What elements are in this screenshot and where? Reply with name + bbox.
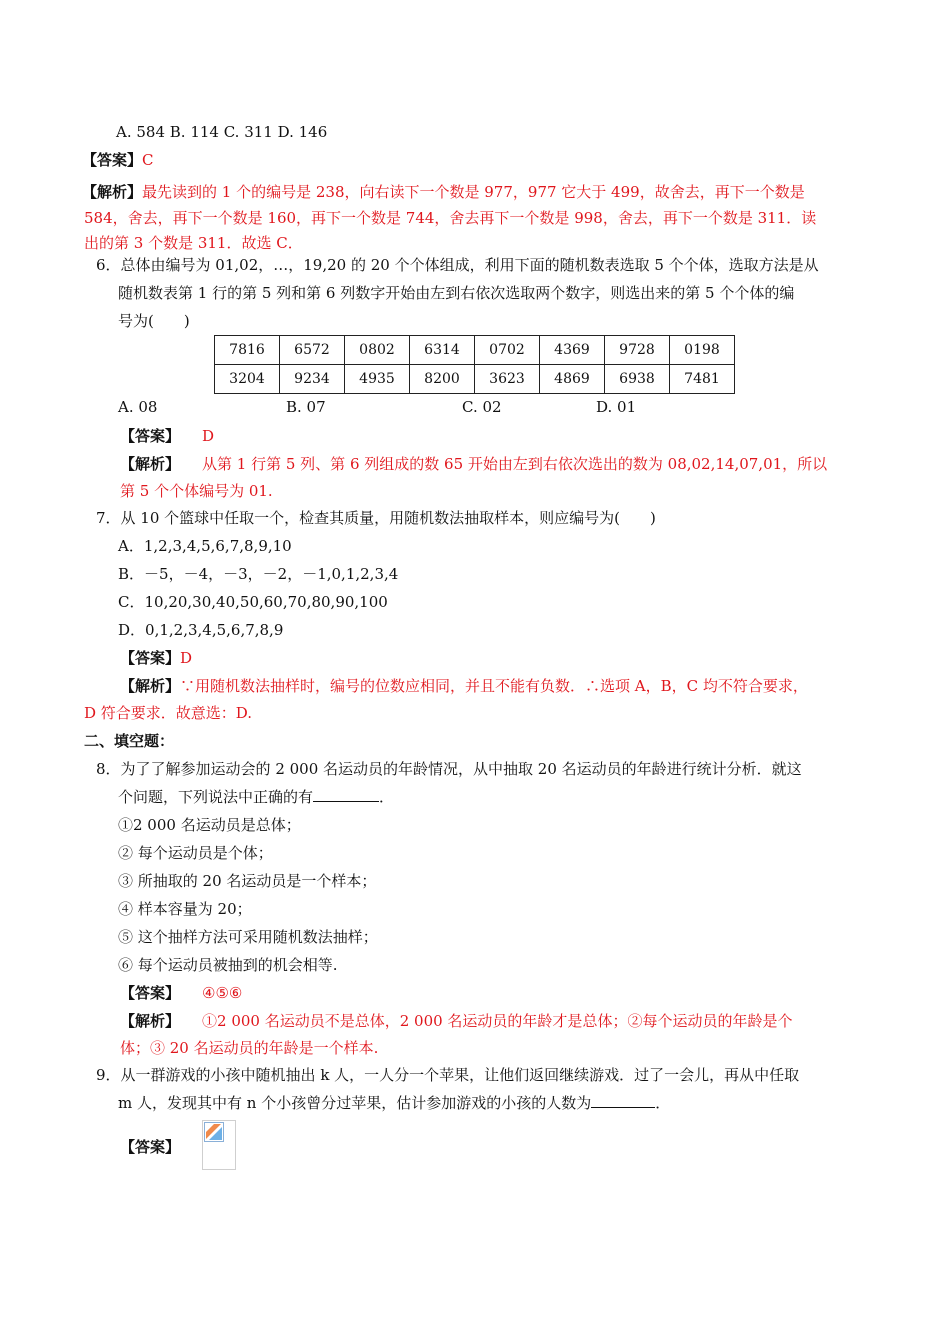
q5-analysis-label: 【解析】	[82, 183, 143, 201]
q6-stem-line: 随机数表第 1 行的第 5 列和第 6 列数字开始由左到右依次选取两个数字，则选出来的第 5 个个体的编	[118, 284, 795, 302]
table-cell: 4935	[345, 365, 410, 394]
q5-answer-row	[82, 150, 154, 170]
q8-answer-row	[120, 983, 242, 1003]
q8-item: ⑤ 这个抽样方法可采用随机数法抽样；	[118, 928, 378, 946]
q6-option-b: B. 07	[286, 398, 326, 416]
q8-analysis-row	[120, 1011, 792, 1031]
q8-answer: ④⑤⑥	[202, 984, 243, 1002]
table-cell: 3623	[475, 365, 540, 394]
table-cell: 9234	[280, 365, 345, 394]
q8-analysis-line: 体；③ 20 名运动员的年龄是一个样本.	[120, 1039, 379, 1057]
table-cell: 9728	[605, 336, 670, 365]
q5-answer: C	[142, 151, 154, 169]
q9-stem-line: m 人，发现其中有 n 个小孩曾分过苹果，估计参加游戏的小孩的人数为	[118, 1094, 592, 1112]
table-cell: 6314	[410, 336, 475, 365]
q8-item: ③ 所抽取的 20 名运动员是一个样本；	[118, 872, 377, 890]
q7-option-a: A．1,2,3,4,5,6,7,8,9,10	[118, 537, 292, 555]
q7-analysis-row	[120, 676, 808, 696]
q6-stem-line: 6．总体由编号为 01,02，…，19,20 的 20 个个体组成，利用下面的随机数表选取 5 个个体，选取方法是从	[96, 256, 819, 274]
q7-option-d: D．0,1,2,3,4,5,6,7,8,9	[118, 621, 284, 639]
table-cell: 4369	[540, 336, 605, 365]
q8-analysis-label: 【解析】	[120, 1012, 181, 1030]
table-cell: 8200	[410, 365, 475, 394]
q8-answer-label: 【答案】	[120, 984, 181, 1002]
q6-analysis-row	[120, 454, 827, 474]
table-cell: 0802	[345, 336, 410, 365]
q5-analysis-line: 最先读到的 1 个的编号是 238，向右读下一个数是 977，977 它大于 499，故舍去，再下一个数是	[142, 183, 805, 201]
q7-stem: 7．从 10 个篮球中任取一个，检查其质量，用随机数法抽取样本，则应编号为( )	[96, 509, 656, 527]
answer-blank	[313, 787, 379, 802]
q6-analysis-line: 从第 1 行第 5 列、第 6 列组成的数 65 开始由左到右依次选出的数为 08,02,14,07,01，所以	[202, 455, 828, 473]
table-cell: 7816	[215, 336, 280, 365]
q8-stem-line: 个问题，下列说法中正确的有	[118, 788, 314, 806]
q7-analysis-label: 【解析】	[120, 677, 181, 695]
q9-stem-row	[118, 1093, 670, 1113]
q6-option-c: C. 02	[462, 398, 502, 416]
q5-analysis-line: 584，舍去，再下一个数是 160，再下一个数是 744，舍去再下一个数是 998，舍去，再下一个数是 311．读	[84, 209, 817, 227]
q8-item: ①2 000 名运动员是总体；	[118, 816, 301, 834]
table-cell: 0702	[475, 336, 540, 365]
q9-stem-end: ．	[655, 1094, 671, 1112]
q6-analysis-label: 【解析】	[120, 455, 181, 473]
table-cell: 0198	[670, 336, 735, 365]
q5-options: A. 584 B. 114 C. 311 D. 146	[116, 123, 328, 141]
q6-stem-line: 号为( )	[118, 312, 190, 330]
q9-answer-label: 【答案】	[120, 1138, 181, 1156]
q9-stem-line: 9．从一群游戏的小孩中随机抽出 k 人，一人分一个苹果，让他们返回继续游戏．过了一会儿，再从中任取	[96, 1066, 800, 1084]
q8-stem-line: 8．为了了解参加运动会的 2 000 名运动员的年龄情况，从中抽取 20 名运动员的年龄进行统计分析．就这	[96, 760, 802, 778]
q8-stem-end: ．	[379, 788, 395, 806]
q8-item: ⑥ 每个运动员被抽到的机会相等.	[118, 956, 338, 974]
table-cell: 7481	[670, 365, 735, 394]
q8-item: ④ 样本容量为 20；	[118, 900, 252, 918]
q6-option-d: D. 01	[596, 398, 637, 416]
table-cell: 6938	[605, 365, 670, 394]
q6-answer-label: 【答案】	[120, 427, 181, 445]
q7-answer: D	[180, 649, 193, 667]
table-cell: 6572	[280, 336, 345, 365]
section-heading: 二、填空题：	[84, 732, 175, 750]
table-cell: 3204	[215, 365, 280, 394]
q7-answer-label: 【答案】	[120, 649, 181, 667]
random-number-table	[214, 335, 735, 394]
q5-analysis-row	[82, 182, 805, 202]
q5-answer-label: 【答案】	[82, 151, 143, 169]
q8-analysis-line: ①2 000 名运动员不是总体，2 000 名运动员的年龄才是总体；②每个运动员的年龄是个	[202, 1012, 793, 1030]
q7-answer-row	[120, 648, 192, 668]
q7-analysis-line: ∵用随机数法抽样时，编号的位数应相同，并且不能有负数．∴选项 A，B，C 均不符合要求，	[180, 677, 808, 695]
table-row	[215, 365, 735, 394]
q6-answer: D	[202, 427, 215, 445]
answer-blank	[591, 1093, 655, 1108]
q8-item: ② 每个运动员是个体；	[118, 844, 273, 862]
q6-answer-row	[120, 426, 214, 446]
broken-image-icon	[202, 1120, 236, 1170]
q6-analysis-line: 第 5 个个体编号为 01.	[120, 482, 273, 500]
q7-option-b: B．－5，－4，－3，－2，－1,0,1,2,3,4	[118, 565, 399, 583]
table-cell: 4869	[540, 365, 605, 394]
q7-option-c: C．10,20,30,40,50,60,70,80,90,100	[118, 593, 388, 611]
q6-option-a: A. 08	[118, 398, 158, 416]
q5-analysis-line: 出的第 3 个数是 311．故选 C．	[84, 234, 303, 252]
table-row	[215, 336, 735, 365]
q7-analysis-line: D 符合要求．故意选：D.	[84, 704, 253, 722]
q8-stem-row	[118, 787, 394, 807]
